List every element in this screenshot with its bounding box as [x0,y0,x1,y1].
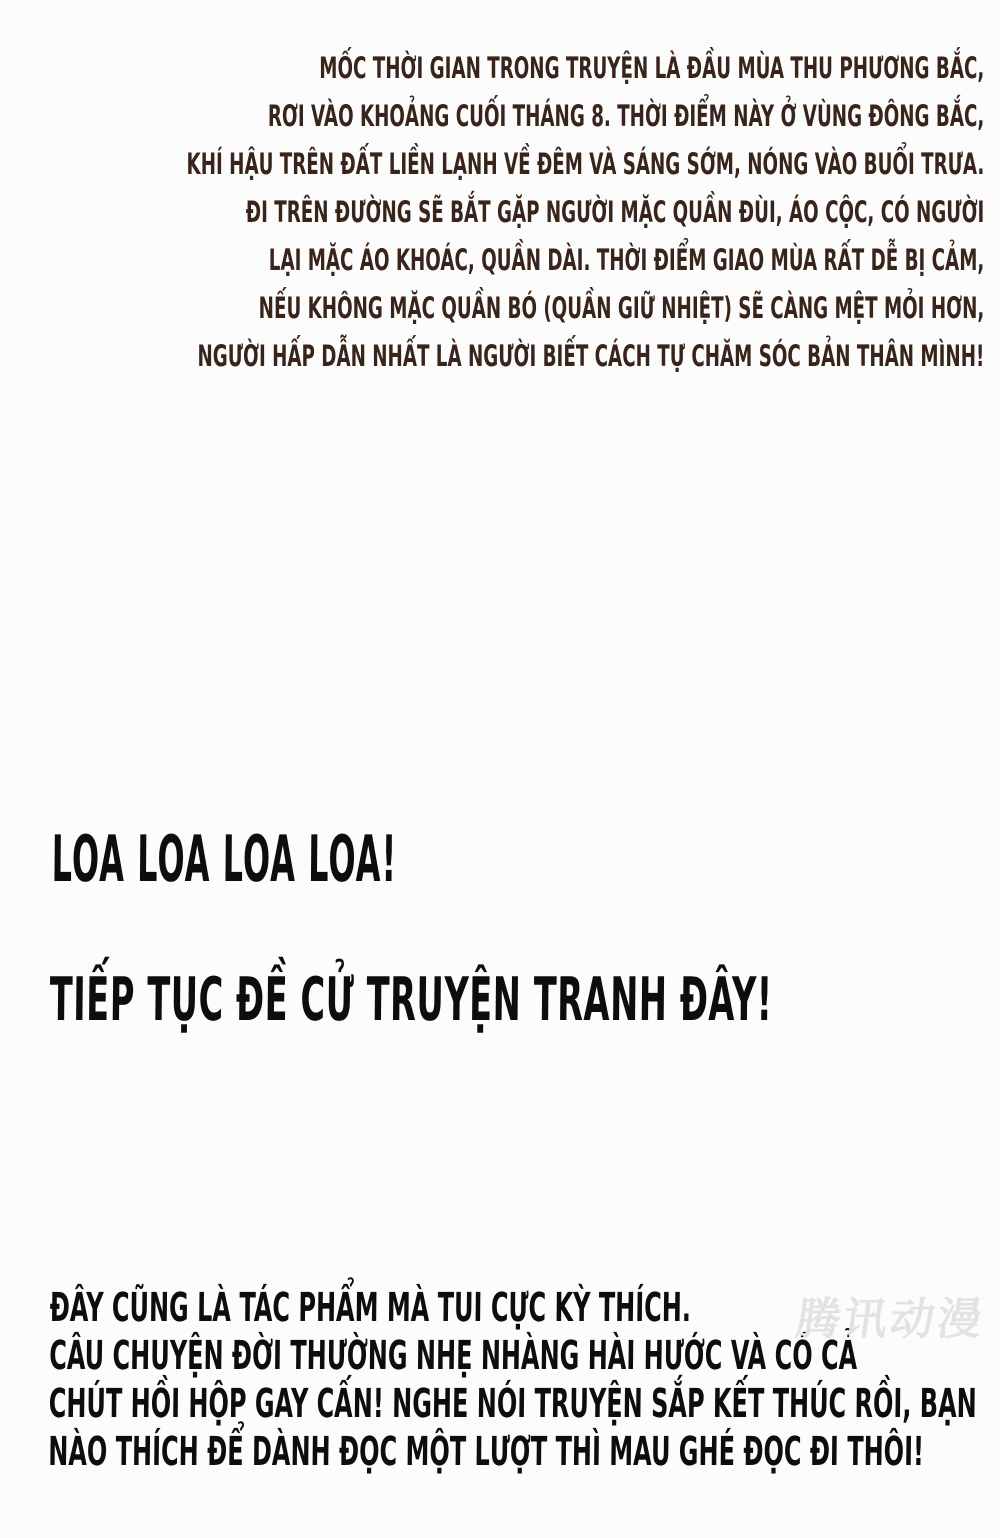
intro-note-line: ĐI TRÊN ĐƯỜNG SẼ BẮT GẶP NGƯỜI MẶC QUẦN ĐÙI, ÁO CỘC, CÓ NGƯỜI [245,195,984,229]
intro-note-line: NẾU KHÔNG MẶC QUẦN BÓ (QUẦN GIỮ NHIỆT) SẼ CÀNG MỆT MỎI HƠN, [258,291,984,325]
tencent-comics-watermark: 腾讯动漫 [792,1294,988,1345]
announcement-heading: LOA LOA LOA LOA! [51,823,398,897]
intro-note-line: RƠI VÀO KHOẢNG CUỐI THÁNG 8. THỜI ĐIỂM NÀY Ở VÙNG ĐÔNG BẮC, [267,99,984,133]
recommendation-heading: TIẾP TỤC ĐỀ CỬ TRUYỆN TRANH ĐÂY! [49,965,773,1035]
intro-note-line: LẠI MẶC ÁO KHOÁC, QUẦN DÀI. THỜI ĐIỂM GIAO MÙA RẤT DỄ BỊ CẢM, [268,243,984,277]
recommendation-note-line: NÀO THÍCH ĐỂ DÀNH ĐỌC MỘT LƯỢT THÌ MAU GHÉ ĐỌC ĐI THÔI! [47,1429,925,1475]
recommendation-note-line: ĐÂY CŨNG LÀ TÁC PHẨM MÀ TUI CỰC KỲ THÍCH. [49,1285,692,1331]
recommendation-note-line: CHÚT HỒI HỘP GAY CẤN! NGHE NÓI TRUYỆN SẮP KẾT THÚC RỒI, BẠN [48,1381,978,1427]
intro-note-line: NGƯỜI HẤP DẪN NHẤT LÀ NGƯỜI BIẾT CÁCH TỰ CHĂM SÓC BẢN THÂN MÌNH! [197,339,984,373]
intro-note-line: MỐC THỜI GIAN TRONG TRUYỆN LÀ ĐẦU MÙA THU PHƯƠNG BẮC, [318,51,984,85]
intro-note [186,44,984,380]
intro-note-line: KHÍ HẬU TRÊN ĐẤT LIỀN LẠNH VỀ ĐÊM VÀ SÁNG SỚM, NÓNG VÀO BUỔI TRƯA. [186,147,984,181]
recommendation-note-line: CÂU CHUYỆN ĐỜI THƯỜNG NHẸ NHÀNG HÀI HƯỚC VÀ CÓ CẢ [49,1333,858,1379]
